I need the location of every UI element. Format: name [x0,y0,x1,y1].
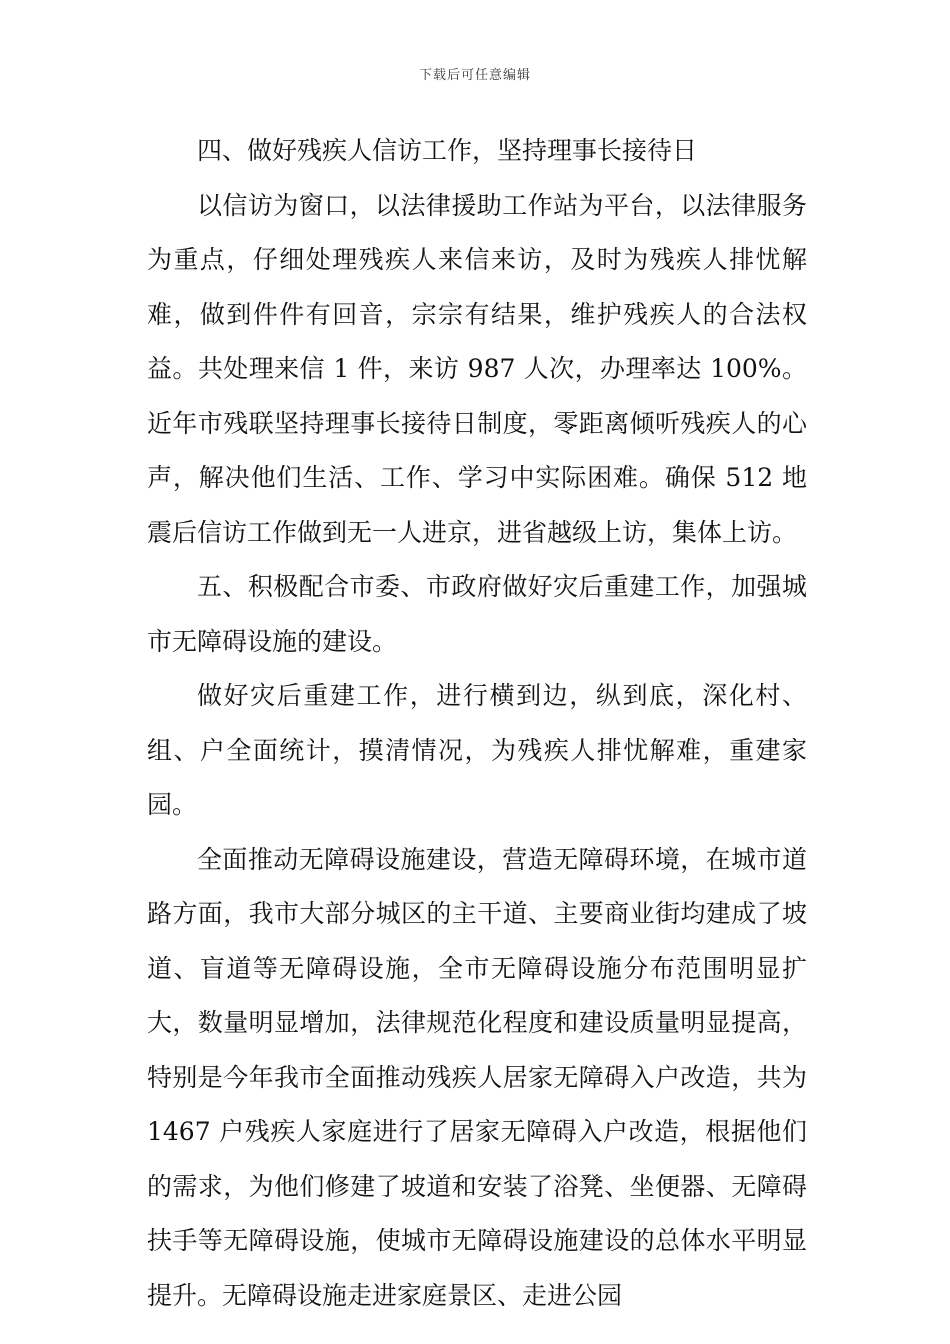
section-heading-five: 五、积极配合市委、市政府做好灾后重建工作，加强城市无障碍设施的建设。 [147,572,807,656]
paragraph-barrier-free-facilities: 全面推动无障碍设施建设，营造无障碍环境，在城市道路方面，我市大部分城区的主干道、主要商业街均建成了坡道、盲道等无障碍设施，全市无障碍设施分布范围明显扩大，数量明显增加，法律规范化程度和建设质量明显提高，特别是今年我市全面推动残疾人居家无障碍入户改造，共为 1467 户残疾人家庭进行了居家无障碍入户改造，根据他们的需求，为他们修建了坡道和安装了浴凳、坐便器、无障碍扶手等无障碍设施，使城市无障碍设施建设的总体水平明显提升。无障碍设施走进家庭景区、走进公园 [147,844,807,1310]
paragraph-post-disaster-reconstruction: 做好灾后重建工作，进行横到边，纵到底，深化村、组、户全面统计，摸清情况，为残疾人排忧解难，重建家园。 [147,681,807,819]
paragraph-petition-work: 以信访为窗口，以法律援助工作站为平台，以法律服务为重点，仔细处理残疾人来信来访，及时为残疾人排忧解难，做到件件有回音，宗宗有结果，维护残疾人的合法权益。共处理来信 1 件，来访 987 人次，办理率达 100%。近年市残联坚持理事长接待日制度，零距离倾听残疾人的心声，解决他们生活、工作、学习中实际困难。确保 512 地震后信访工作做到无一人进京，进省越级上访，集体上访。 [147,190,807,547]
section-heading-four: 四、做好残疾人信访工作，坚持理事长接待日 [197,136,698,165]
document-body [147,124,807,1323]
page-header: 下载后可任意编辑 [418,68,531,83]
